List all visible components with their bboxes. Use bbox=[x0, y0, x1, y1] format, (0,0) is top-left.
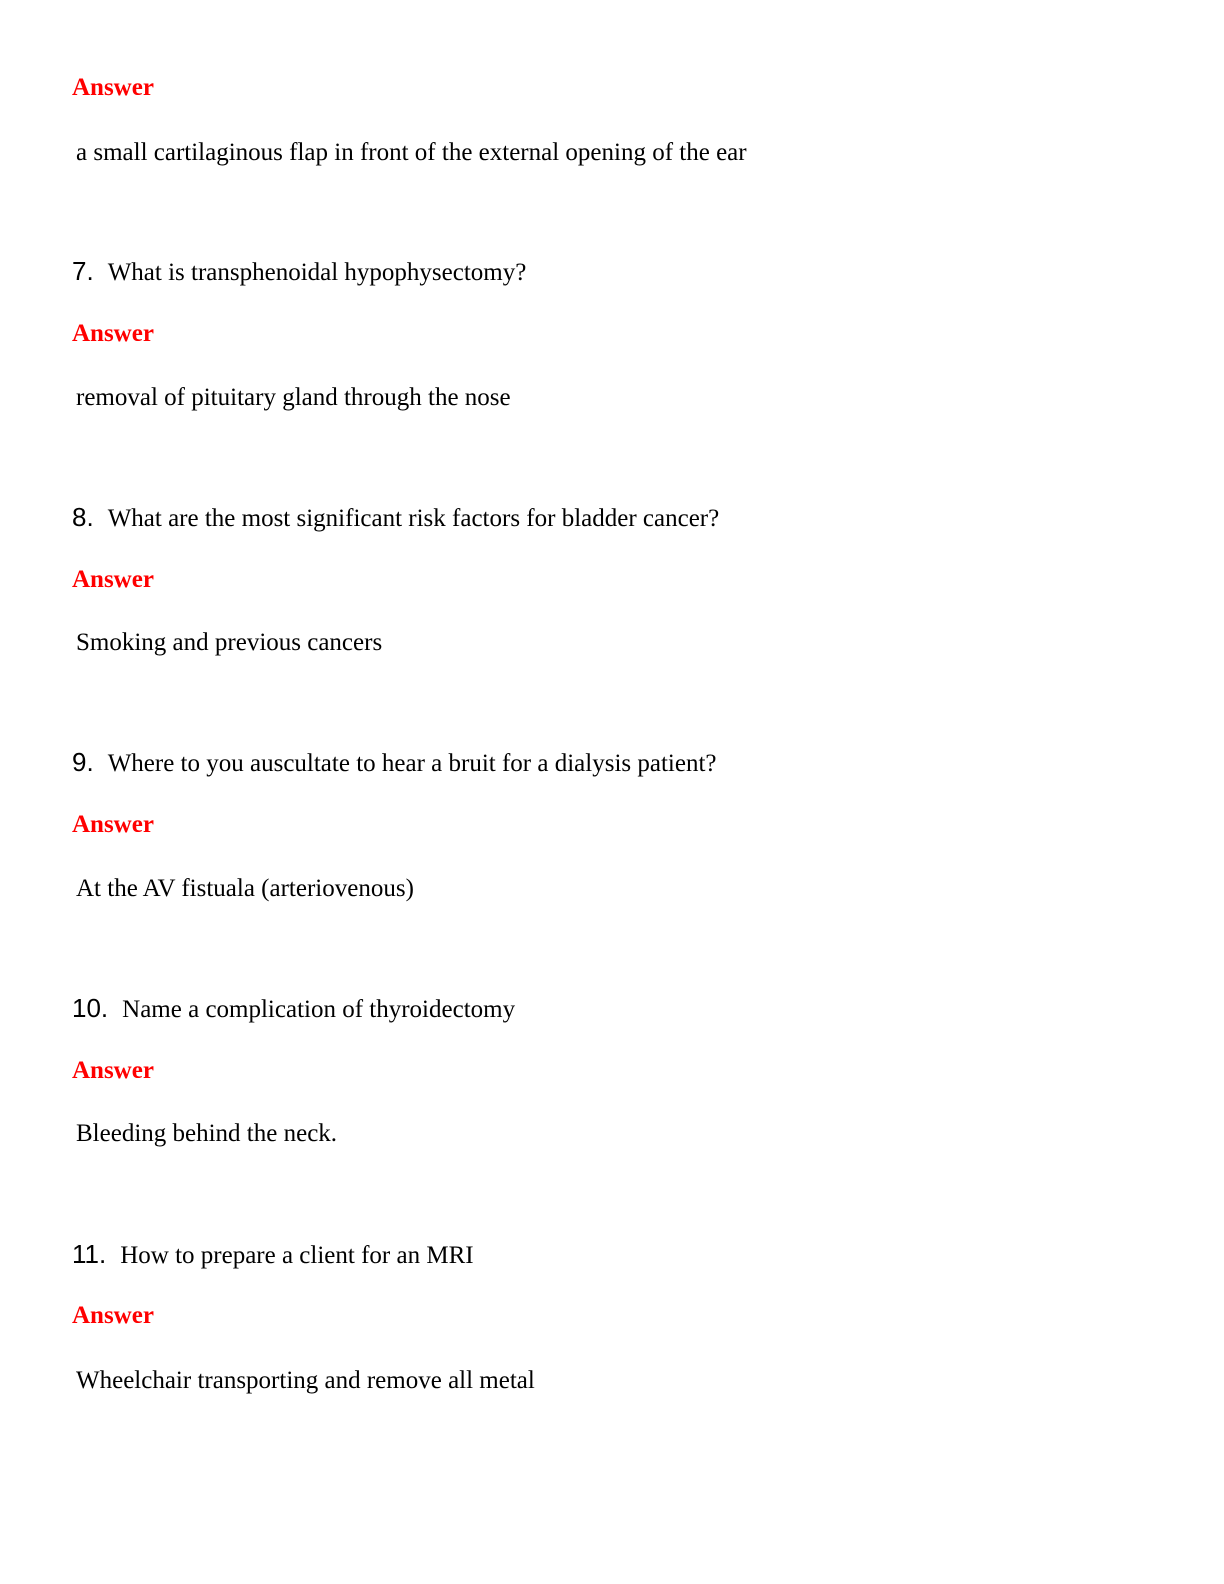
question-text: How to prepare a client for an MRI bbox=[120, 1242, 474, 1269]
question-number: 10. bbox=[72, 993, 109, 1023]
answer-text: a small cartilaginous flap in front of the external opening of the ear bbox=[76, 139, 747, 166]
answer-label: Answer bbox=[72, 1302, 154, 1329]
answer-text: removal of pituitary gland through the nose bbox=[76, 384, 511, 411]
question-9 bbox=[72, 747, 717, 782]
question-text: Where to you auscultate to hear a bruit for a dialysis patient? bbox=[107, 750, 717, 777]
answer-label: Answer bbox=[72, 1057, 154, 1084]
answer-text: Smoking and previous cancers bbox=[76, 629, 383, 656]
question-number: 11. bbox=[72, 1239, 107, 1269]
question-text: What are the most significant risk factors for bladder cancer? bbox=[107, 505, 720, 532]
answer-text: At the AV fistuala (arteriovenous) bbox=[76, 875, 414, 902]
answer-text: Wheelchair transporting and remove all metal bbox=[76, 1367, 535, 1394]
question-10 bbox=[72, 993, 515, 1028]
question-number: 7. bbox=[72, 256, 94, 286]
question-number: 8. bbox=[72, 502, 94, 532]
answer-text: Bleeding behind the neck. bbox=[76, 1120, 338, 1147]
question-8 bbox=[72, 502, 719, 537]
question-text: What is transphenoidal hypophysectomy? bbox=[107, 259, 527, 286]
answer-label: Answer bbox=[72, 811, 154, 838]
answer-label: Answer bbox=[72, 320, 154, 347]
answer-label: Answer bbox=[72, 74, 154, 101]
question-7 bbox=[72, 256, 526, 291]
question-number: 9. bbox=[72, 747, 94, 777]
question-text: Name a complication of thyroidectomy bbox=[122, 996, 516, 1023]
question-11 bbox=[72, 1239, 474, 1274]
answer-label: Answer bbox=[72, 566, 154, 593]
